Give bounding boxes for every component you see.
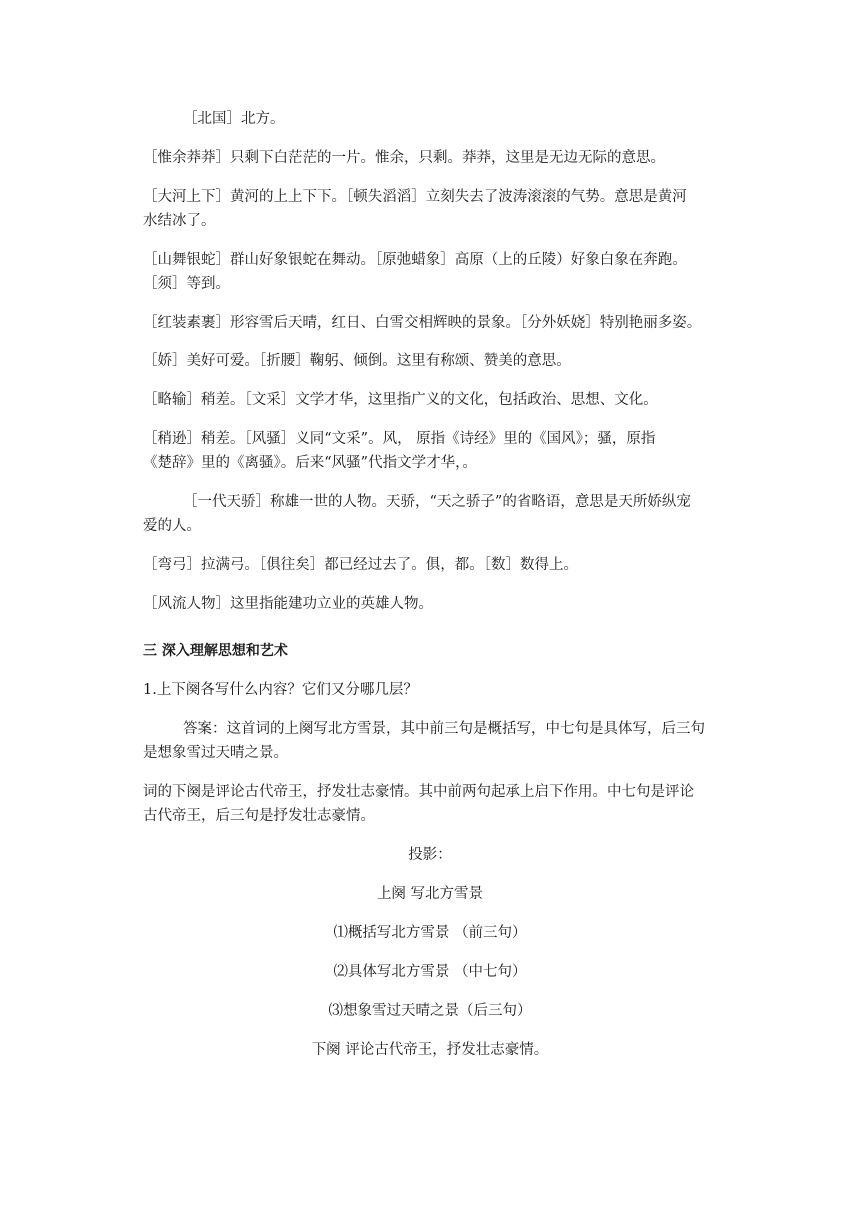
annotation-lueshu: ［略输］稍差。［文采］文学才华，这里指广义的文化，包括政治、思想、文化。 bbox=[143, 392, 658, 408]
outline-upper: 上阕 写北方雪景 bbox=[376, 886, 484, 902]
outline-item-1: ⑴概括写北方雪景 （前三句） bbox=[333, 925, 527, 941]
annotation-shaoxun: ［稍逊］稍差。［风骚］义同“文采”。风， 原指《诗经》里的《国风》；骚，原指 bbox=[143, 431, 656, 447]
annotation-fengliu: ［风流人物］这里指能建功立业的英雄人物。 bbox=[143, 596, 433, 612]
answer-line-4: 古代帝王，后三句是抒发壮志豪情。 bbox=[143, 808, 375, 824]
annotation-weiyu: ［惟余莽莽］只剩下白茫茫的一片。惟余，只剩。莽莽，这里是无边无际的意思。 bbox=[143, 150, 665, 166]
projection-label: 投影： bbox=[408, 847, 452, 863]
annotation-dahe: ［大河上下］黄河的上上下下。［顿失滔滔］立刻失去了波涛滚滚的气势。意思是黄河 bbox=[143, 189, 687, 205]
annotation-shanwu: ［山舞银蛇］群山好象银蛇在舞动。［原弛蜡象］高原（上的丘陵）好象白象在奔跑。 bbox=[143, 252, 687, 268]
annotation-shaoxun-cont: 《楚辞》里的《离骚》。后来“风骚”代指文学才华，。 bbox=[143, 455, 477, 471]
annotation-xu: ［须］等到。 bbox=[143, 276, 230, 292]
section-heading: 三 深入理解思想和艺术 bbox=[143, 643, 288, 659]
question-1: 1.上下阕各写什么内容？它们又分哪几层？ bbox=[143, 682, 418, 698]
annotation-jiao: ［娇］美好可爱。［折腰］鞠躬、倾倒。这里有称颂、赞美的意思。 bbox=[143, 353, 571, 369]
annotation-hongzhuang: ［红装素裹］形容雪后天晴，红日、白雪交相辉映的景象。［分外妖娆］特别艳丽多姿。 bbox=[143, 315, 702, 331]
outline-item-2: ⑵具体写北方雪景 （中七句） bbox=[333, 964, 527, 980]
answer-line-3: 词的下阕是评论古代帝王，抒发壮志豪情。其中前两句起承上启下作用。中七句是评论 bbox=[143, 784, 694, 800]
annotation-tianjiao-cont: 爱的人。 bbox=[143, 518, 201, 534]
outline-item-3: ⑶想象雪过天晴之景（后三句） bbox=[328, 1003, 532, 1019]
annotation-tianjiao: ［一代天骄］称雄一世的人物。天骄，“天之骄子”的省略语，意思是天所娇纵宠 bbox=[183, 494, 691, 510]
answer-line-2: 是想象雪过天晴之景。 bbox=[143, 745, 288, 761]
answer-line-1: 答案：这首词的上阕写北方雪景，其中前三句是概括写，中七句是具体写，后三句 bbox=[183, 721, 705, 737]
annotation-wanggong: ［弯弓］拉满弓。［俱往矣］都已经过去了。俱，都。［数］数得上。 bbox=[143, 557, 578, 573]
outline-lower: 下阕 评论古代帝王，抒发壮志豪情。 bbox=[311, 1042, 549, 1058]
annotation-dahe-cont: 水结冰了。 bbox=[143, 213, 216, 229]
annotation-beiguo: ［北国］北方。 bbox=[183, 111, 285, 127]
